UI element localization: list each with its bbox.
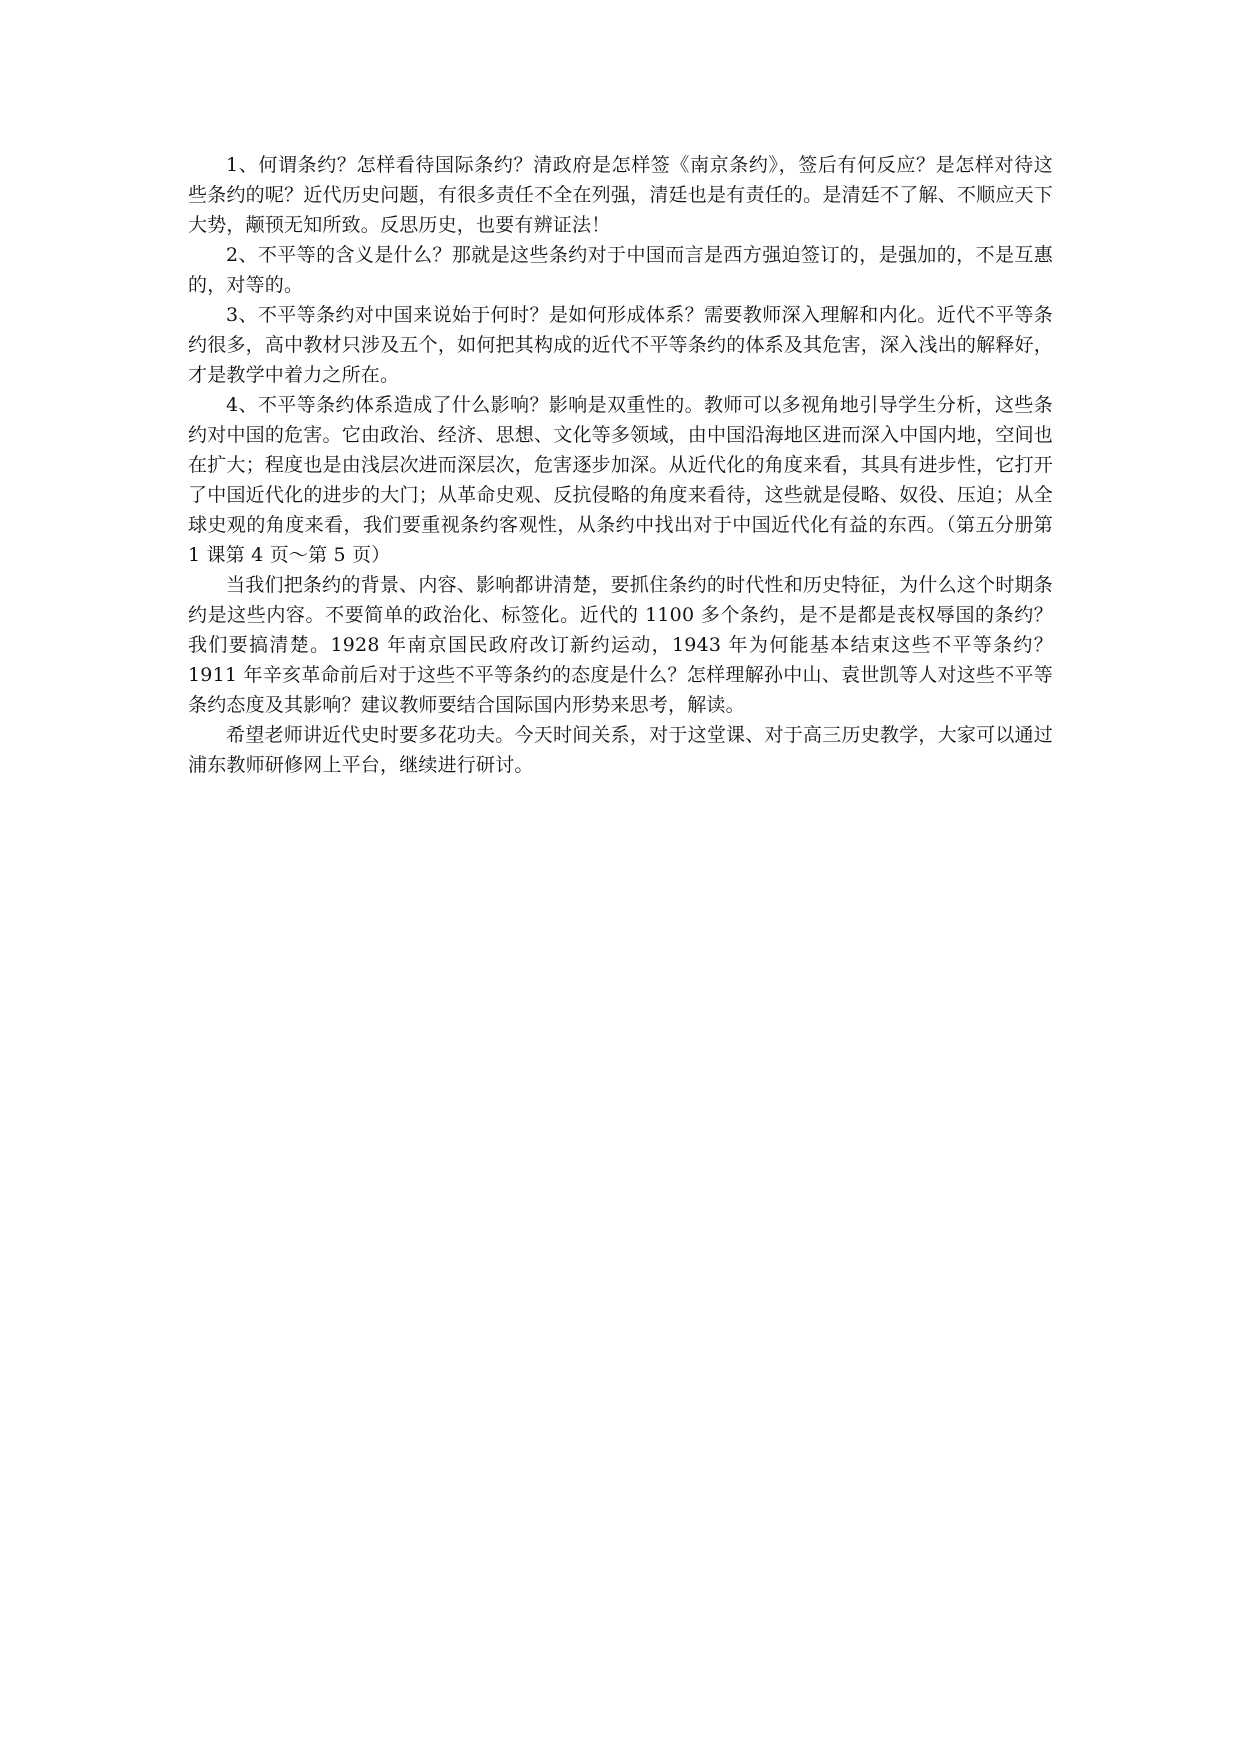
paragraph-3: 3、不平等条约对中国来说始于何时？是如何形成体系？需要教师深入理解和内化。近代不平等条约很多，高中教材只涉及五个，如何把其构成的近代不平等条约的体系及其危害，深入浅出的解释好，才是教学中着力之所在。: [188, 304, 1053, 386]
paragraph-2: 2、不平等的含义是什么？那就是这些条约对于中国而言是西方强迫签订的，是强加的，不是互惠的，对等的。: [188, 244, 1053, 296]
paragraph-6: 希望老师讲近代史时要多花功夫。今天时间关系，对于这堂课、对于高三历史教学，大家可以通过浦东教师研修网上平台，继续进行研讨。: [188, 724, 1053, 776]
paragraph-4: 4、不平等条约体系造成了什么影响？影响是双重性的。教师可以多视角地引导学生分析，这些条约对中国的危害。它由政治、经济、思想、文化等多领域，由中国沿海地区进而深入中国内地，空间也在扩大；程度也是由浅层次进而深层次，危害逐步加深。从近代化的角度来看，其具有进步性，它打开了中国近代化的进步的大门；从革命史观、反抗侵略的角度来看待，这些就是侵略、奴役、压迫；从全球史观的角度来看，我们要重视条约客观性，从条约中找出对于中国近代化有益的东西。（第五分册第 1 课第 4 页～第 5 页）: [188, 394, 1053, 566]
paragraph-5: 当我们把条约的背景、内容、影响都讲清楚，要抓住条约的时代性和历史特征，为什么这个时期条约是这些内容。不要简单的政治化、标签化。近代的 1100 多个条约，是不是都是丧权辱国的条约？我们要搞清楚。1928 年南京国民政府改订新约运动，1943 年为何能基本结束这些不平等条约？1911 年辛亥革命前后对于这些不平等条约的态度是什么？怎样理解孙中山、袁世凯等人对这些不平等条约态度及其影响？建议教师要结合国际国内形势来思考，解读。: [188, 574, 1053, 716]
paragraph-1: 1、何谓条约？怎样看待国际条约？清政府是怎样签《南京条约》，签后有何反应？是怎样对待这些条约的呢？近代历史问题，有很多责任不全在列强，清廷也是有责任的。是清廷不了解、不顺应天下大势，颟顸无知所致。反思历史，也要有辨证法！: [188, 154, 1053, 236]
document-body: [188, 150, 1053, 780]
